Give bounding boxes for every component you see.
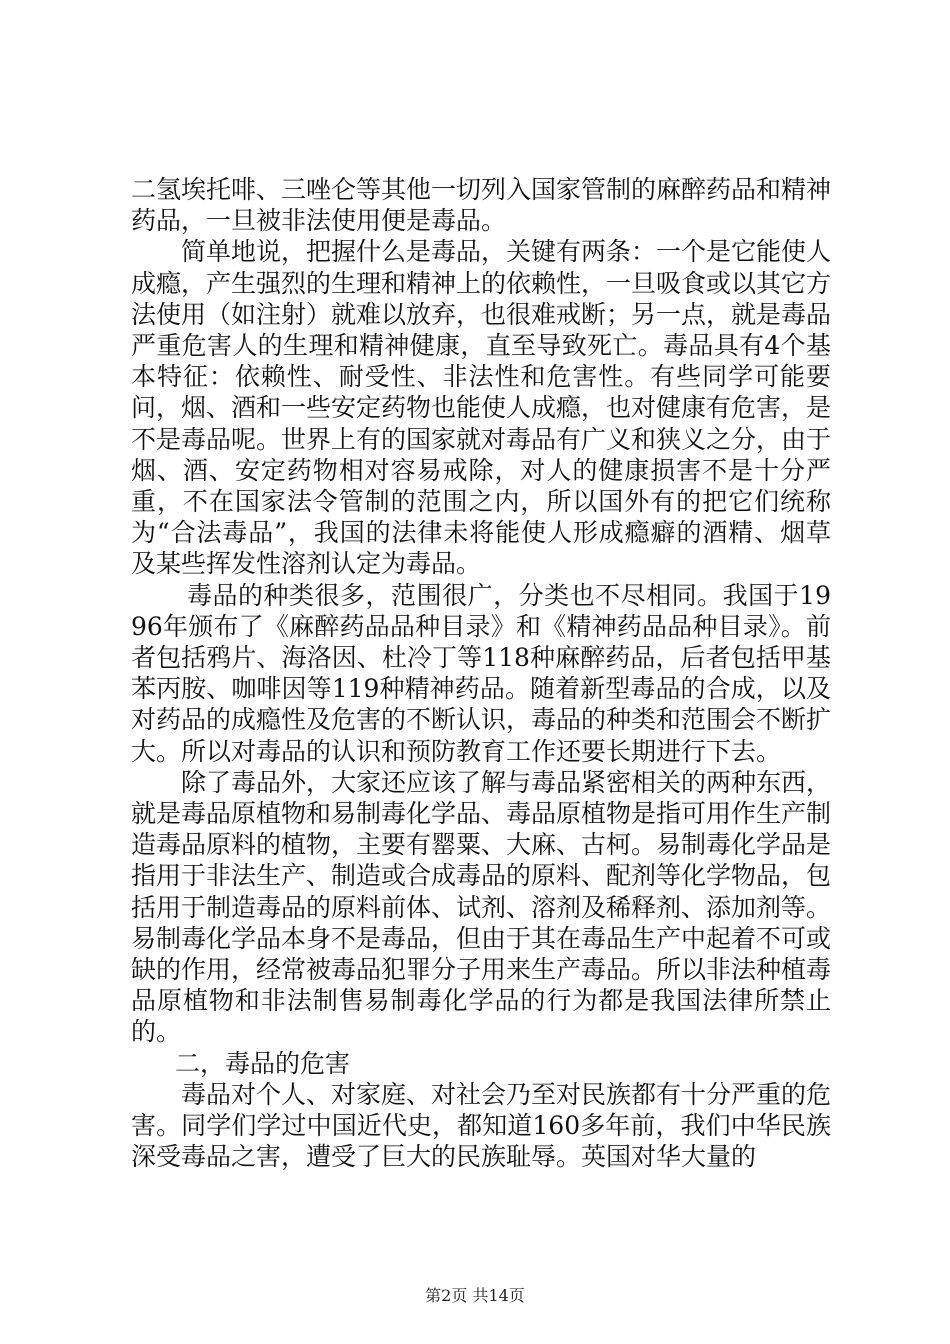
paragraph-3: 毒品的种类很多，范围很广，分类也不尽相同。我国于1996年颁布了《麻醉药品品种目录》和《精神药品品种目录》。前者包括鸦片、海洛因、杜冷丁等118种麻醉药品，后者包括甲基苯丙胺、咖啡因等119种精神药品。随着新型毒品的合成，以及对药品的成瘾性及危害的不断认识，毒品的种类和范围会不断扩大。所以对毒品的认识和预防教育工作还要长期进行下去。 xyxy=(131,580,832,766)
paragraph-4: 除了毒品外，大家还应该了解与毒品紧密相关的两种东西，就是毒品原植物和易制毒化学品、毒品原植物是指可用作生产制造毒品原料的植物，主要有罂粟、大麻、古柯。易制毒化学品是指用于非法生产、制造或合成毒品的原料、配剂等化学物品，包括用于制造毒品的原料前体、试剂、溶剂及稀释剂、添加剂等。易制毒化学品本身不是毒品，但由于其在毒品生产中起着不可或缺的作用，经常被毒品犯罪分子用来生产毒品。所以非法种植毒品原植物和非法制售易制毒化学品的行为都是我国法律所禁止的。 xyxy=(131,767,832,1047)
section-heading: 二，毒品的危害 xyxy=(175,1048,351,1078)
page-footer: 第2页 共14页 xyxy=(425,1286,525,1305)
document-body xyxy=(131,174,831,1173)
paragraph-2: 简单地说，把握什么是毒品，关键有两条：一个是它能使人成瘾，产生强烈的生理和精神上的依赖性，一旦吸食或以其它方法使用（如注射）就难以放弃，也很难戒断；另一点，就是毒品严重危害人的生理和精神健康，直至导致死亡。毒品具有4个基本特征：依赖性、耐受性、非法性和危害性。有些同学可能要问，烟、酒和一些安定药物也能使人成瘾，也对健康有危害，是不是毒品呢。世界上有的国家就对毒品有广义和狭义之分，由于烟、酒、安定药物相对容易戒除，对人的健康损害不是十分严重，不在国家法令管制的范围之内，所以国外有的把它们统称为“合法毒品”，我国的法律未将能使人形成瘾癖的酒精、烟草及某些挥发性溶剂认定为毒品。 xyxy=(131,237,832,579)
paragraph-5: 毒品对个人、对家庭、对社会乃至对民族都有十分严重的危害。同学们学过中国近代史，都知道160多年前，我们中华民族深受毒品之害，遭受了巨大的民族耻辱。英国对华大量的 xyxy=(131,1079,832,1172)
paragraph-1: 二氢埃托啡、三唑仑等其他一切列入国家管制的麻醉药品和精神药品，一旦被非法使用便是毒品。 xyxy=(131,175,832,236)
